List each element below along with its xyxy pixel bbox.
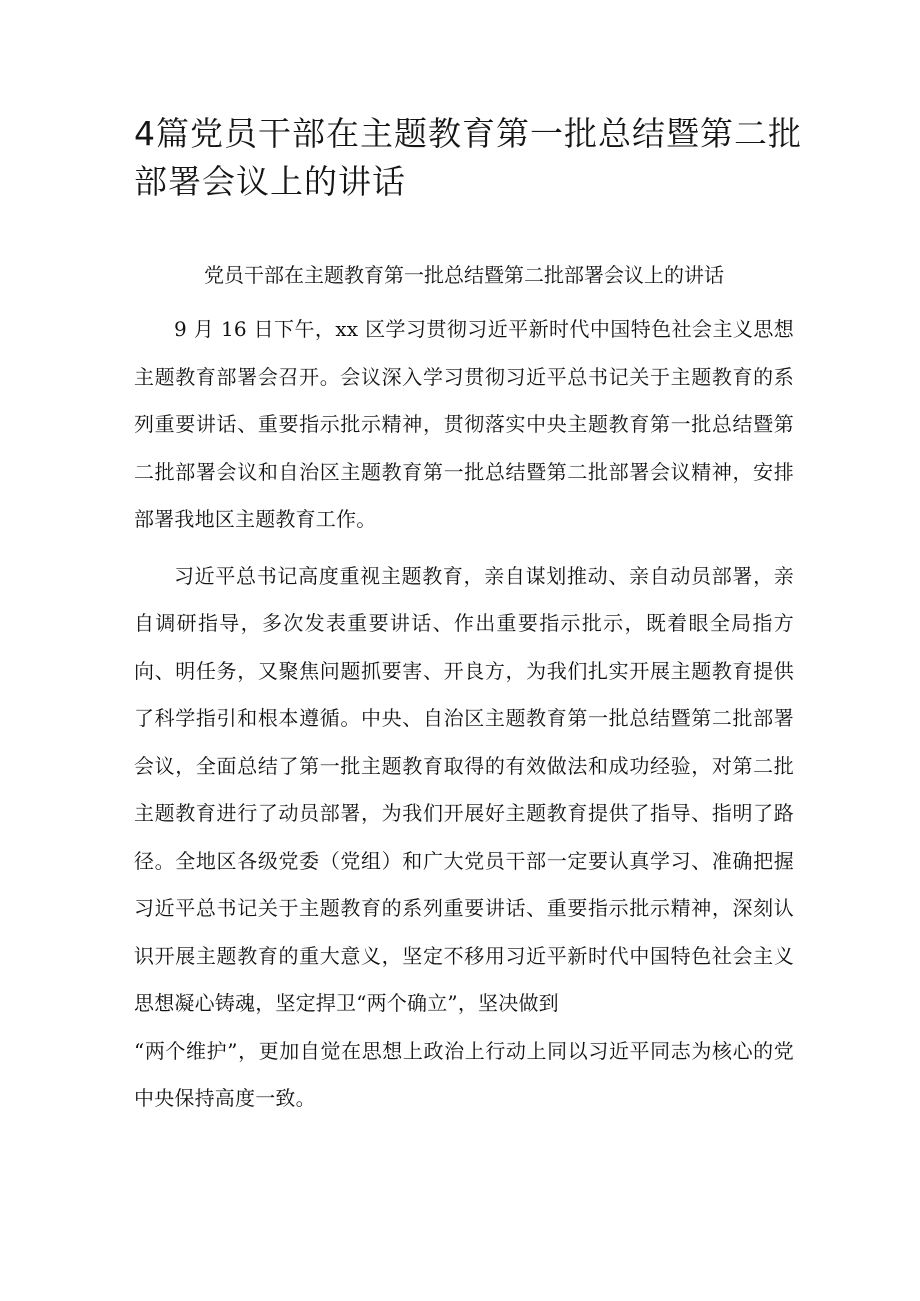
document-body — [134, 306, 794, 1132]
paragraph-meeting-summary: 9 月 16 日下午，xx 区学习贯彻习近平新时代中国特色社会主义思想主题教育部署会召开。会议深入学习贯彻习近平总书记关于主题教育的系列重要讲话、重要指示批示精神，贯彻落实中央主题教育第一批总结暨第二批部署会议和自治区主题教育第一批总结暨第二批部署会议精神，安排部署我地区主题教育工作。 — [134, 317, 794, 531]
paragraph-two-safeguards: “两个维护”，更加自觉在思想上政治上行动上同以习近平同志为核心的党中央保持高度一致。 — [134, 1038, 794, 1110]
document-title: 4篇党员干部在主题教育第一批总结暨第二批部署会议上的讲话 — [134, 114, 802, 201]
paragraph-guidance: 习近平总书记高度重视主题教育，亲自谋划推动、亲自动员部署，亲自调研指导，多次发表重要讲话、作出重要指示批示，既着眼全局指方向、明任务，又聚焦问题抓要害、开良方，为我们扎实开展主题教育提供了科学指引和根本遵循。中央、自治区主题教育第一批总结暨第二批部署会议，全面总结了第一批主题教育取得的有效做法和成功经验，对第二批主题教育进行了动员部署，为我们开展好主题教育提供了指导、指明了路径。全地区各级党委（党组）和广大党员干部一定要认真学习、准确把握习近平总书记关于主题教育的系列重要讲话、重要指示批示精神，深刻认识开展主题教育的重大意义，坚定不移用习近平新时代中国特色社会主义思想凝心铸魂，坚定捍卫“两个确立”，坚决做到 — [134, 563, 794, 1015]
document-subtitle: 党员干部在主题教育第一批总结暨第二批部署会议上的讲话 — [204, 263, 724, 287]
